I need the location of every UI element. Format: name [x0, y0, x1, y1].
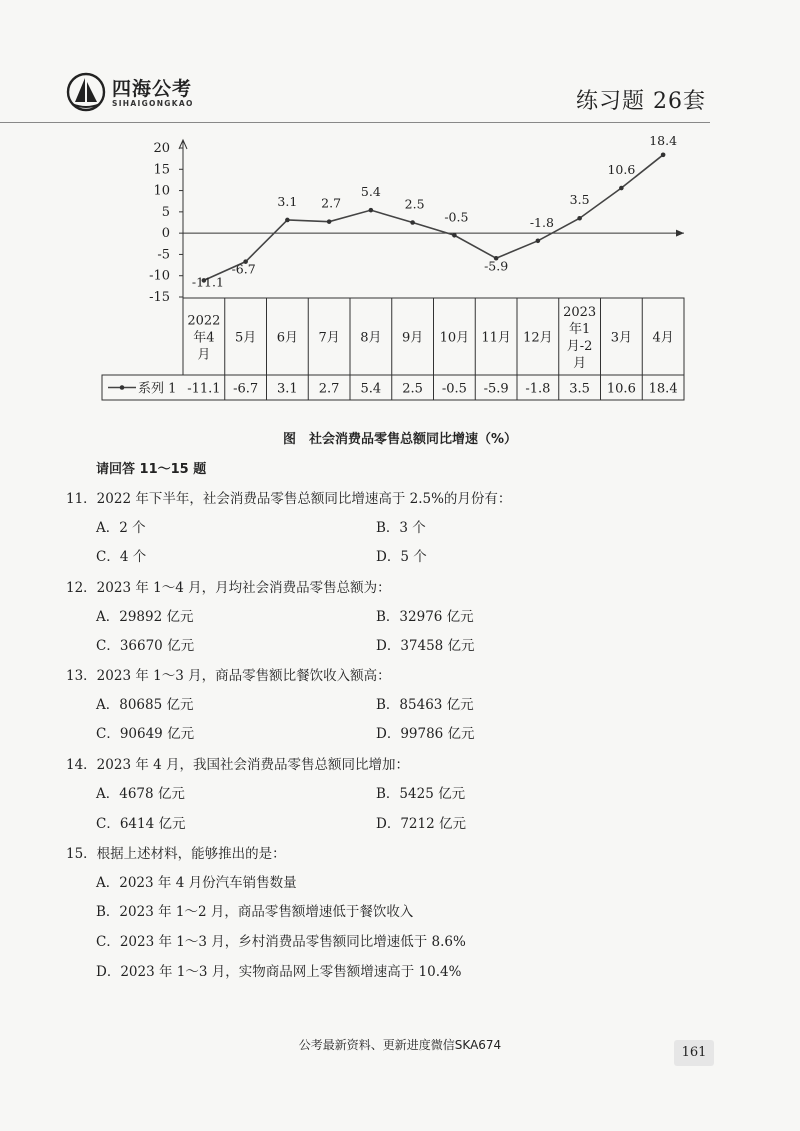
question-14: 14．2023 年 4 月，我国社会消费品零售总额同比增加： [66, 757, 409, 773]
x-axis-arrow-icon [676, 230, 684, 237]
table-value-cell: -1.8 [525, 381, 551, 397]
q12-option-b[interactable]: B．32976 亿元 [376, 609, 474, 625]
data-point [327, 219, 332, 224]
q14-option-a[interactable]: A．4678 亿元 [96, 786, 185, 802]
growth-rate-line-chart [0, 0, 800, 420]
data-label: 3.5 [569, 192, 590, 208]
logo-english-text: SIHAIGONGKAO [112, 99, 194, 108]
y-tick-label: 10 [153, 183, 170, 199]
y-tick-label: 0 [161, 226, 170, 242]
data-label: -0.5 [444, 209, 469, 225]
q13-option-b[interactable]: B．85463 亿元 [376, 697, 474, 713]
data-point [619, 186, 624, 191]
question-instruction: 请回答 11～15 题 [96, 462, 207, 477]
q11-option-a[interactable]: A．2 个 [96, 520, 146, 536]
table-category-label: 月 [197, 347, 211, 363]
q12-option-a[interactable]: A．29892 亿元 [96, 609, 194, 625]
table-value-cell: 2.5 [402, 381, 423, 397]
practice-set-title: 练习题 26套 [576, 89, 706, 114]
q15-option-b[interactable]: B．2023 年 1～2 月，商品零售额增速低于餐饮收入 [96, 904, 414, 920]
data-point [369, 208, 374, 213]
legend-marker-icon [120, 385, 125, 390]
logo-chinese-text: 四海公考 [112, 78, 193, 100]
question-12: 12．2023 年 1～4 月，月均社会消费品零售总额为： [66, 580, 391, 596]
table-category-label: 3月 [610, 330, 633, 346]
table-value-cell: 5.4 [360, 381, 382, 397]
question-15: 15．根据上述材料，能够推出的是： [66, 846, 286, 862]
q15-option-c[interactable]: C．2023 年 1～3 月，乡村消费品零售额同比增速低于 8.6% [96, 934, 466, 950]
q12-option-d[interactable]: D．37458 亿元 [376, 638, 475, 654]
y-tick-label: -5 [157, 247, 170, 263]
q14-option-c[interactable]: C．6414 亿元 [96, 816, 186, 832]
table-value-cell: -11.1 [187, 381, 221, 397]
table-category-label: 月 [573, 356, 587, 371]
data-point [285, 218, 290, 223]
page-number: 161 [674, 1040, 714, 1066]
y-tick-label: 20 [153, 141, 170, 156]
legend-label: 系列 1 [138, 381, 177, 397]
data-label: -6.7 [231, 261, 256, 277]
chart-caption: 图 社会消费品零售总额同比增速（%） [282, 432, 518, 447]
table-value-cell: 10.6 [606, 381, 636, 397]
y-axis-ticks [149, 141, 183, 305]
data-point [536, 239, 541, 244]
q11-option-c[interactable]: C．4 个 [96, 549, 147, 565]
q15-option-d[interactable]: D．2023 年 1～3 月，实物商品网上零售额增速高于 10.4% [96, 964, 462, 980]
table-category-label: 8月 [360, 330, 382, 346]
series-1-line [204, 155, 663, 281]
table-category-label: 11月 [481, 330, 511, 346]
q13-option-c[interactable]: C．90649 亿元 [96, 726, 195, 742]
q12-option-c[interactable]: C．36670 亿元 [96, 638, 195, 654]
data-point [452, 233, 457, 238]
series-1 [192, 133, 677, 290]
q11-option-d[interactable]: D．5 个 [376, 549, 427, 565]
table-value-cell: -5.9 [483, 381, 509, 397]
table-value-cell: -0.5 [441, 381, 467, 397]
q11-option-b[interactable]: B．3 个 [376, 520, 426, 536]
page-footer: 公考最新资料、更新进度微信SKA674 [298, 1038, 502, 1052]
table-category-label: 6月 [276, 330, 299, 346]
table-category-label: 年4 [193, 330, 215, 346]
q14-option-d[interactable]: D．7212 亿元 [376, 816, 466, 832]
table-category-label: 4月 [652, 330, 674, 346]
table-value-cell: 2.7 [318, 381, 340, 397]
data-table [102, 298, 684, 400]
data-label: 5.4 [360, 184, 381, 200]
table-category-label: 5月 [234, 330, 257, 346]
table-category-label: 10月 [439, 330, 470, 346]
data-label: -1.8 [529, 214, 554, 230]
data-label: 2.7 [321, 195, 342, 211]
table-category-label: 月-2 [566, 339, 593, 354]
data-label: 10.6 [607, 162, 636, 178]
table-value-cell: 3.5 [569, 381, 590, 397]
y-tick-label: 15 [153, 162, 170, 178]
q14-option-b[interactable]: B．5425 亿元 [376, 786, 466, 802]
q13-option-a[interactable]: A．80685 亿元 [96, 697, 194, 713]
data-point [577, 216, 582, 221]
table-category-label: 7月 [318, 330, 340, 346]
data-label: 2.5 [404, 196, 425, 212]
y-tick-label: 5 [161, 204, 170, 220]
q15-option-a[interactable]: A．2023 年 4 月份汽车销售数量 [96, 875, 297, 891]
table-category-label: 9月 [401, 330, 424, 346]
table-category-label: 年1 [568, 322, 591, 337]
data-label: 3.1 [277, 193, 298, 209]
data-point [410, 220, 415, 225]
table-value-cell: 18.4 [648, 381, 678, 397]
table-category-label: 2022 [187, 313, 221, 329]
data-label: 18.4 [649, 132, 678, 148]
question-11: 11．2022 年下半年，社会消费品零售总额同比增速高于 2.5%的月份有： [66, 491, 512, 507]
data-point [661, 153, 666, 158]
table-value-cell: 3.1 [277, 381, 298, 397]
q13-option-d[interactable]: D．99786 亿元 [376, 726, 475, 742]
table-category-label: 2023 [563, 305, 597, 320]
table-value-cell: -6.7 [233, 381, 259, 397]
question-13: 13．2023 年 1～3 月，商品零售额比餐饮收入额高： [66, 668, 391, 684]
y-tick-label: -15 [149, 290, 170, 305]
table-category-label: 12月 [523, 330, 553, 346]
data-label: -11.1 [191, 274, 224, 290]
y-tick-label: -10 [149, 268, 170, 284]
data-label: -5.9 [484, 258, 509, 274]
